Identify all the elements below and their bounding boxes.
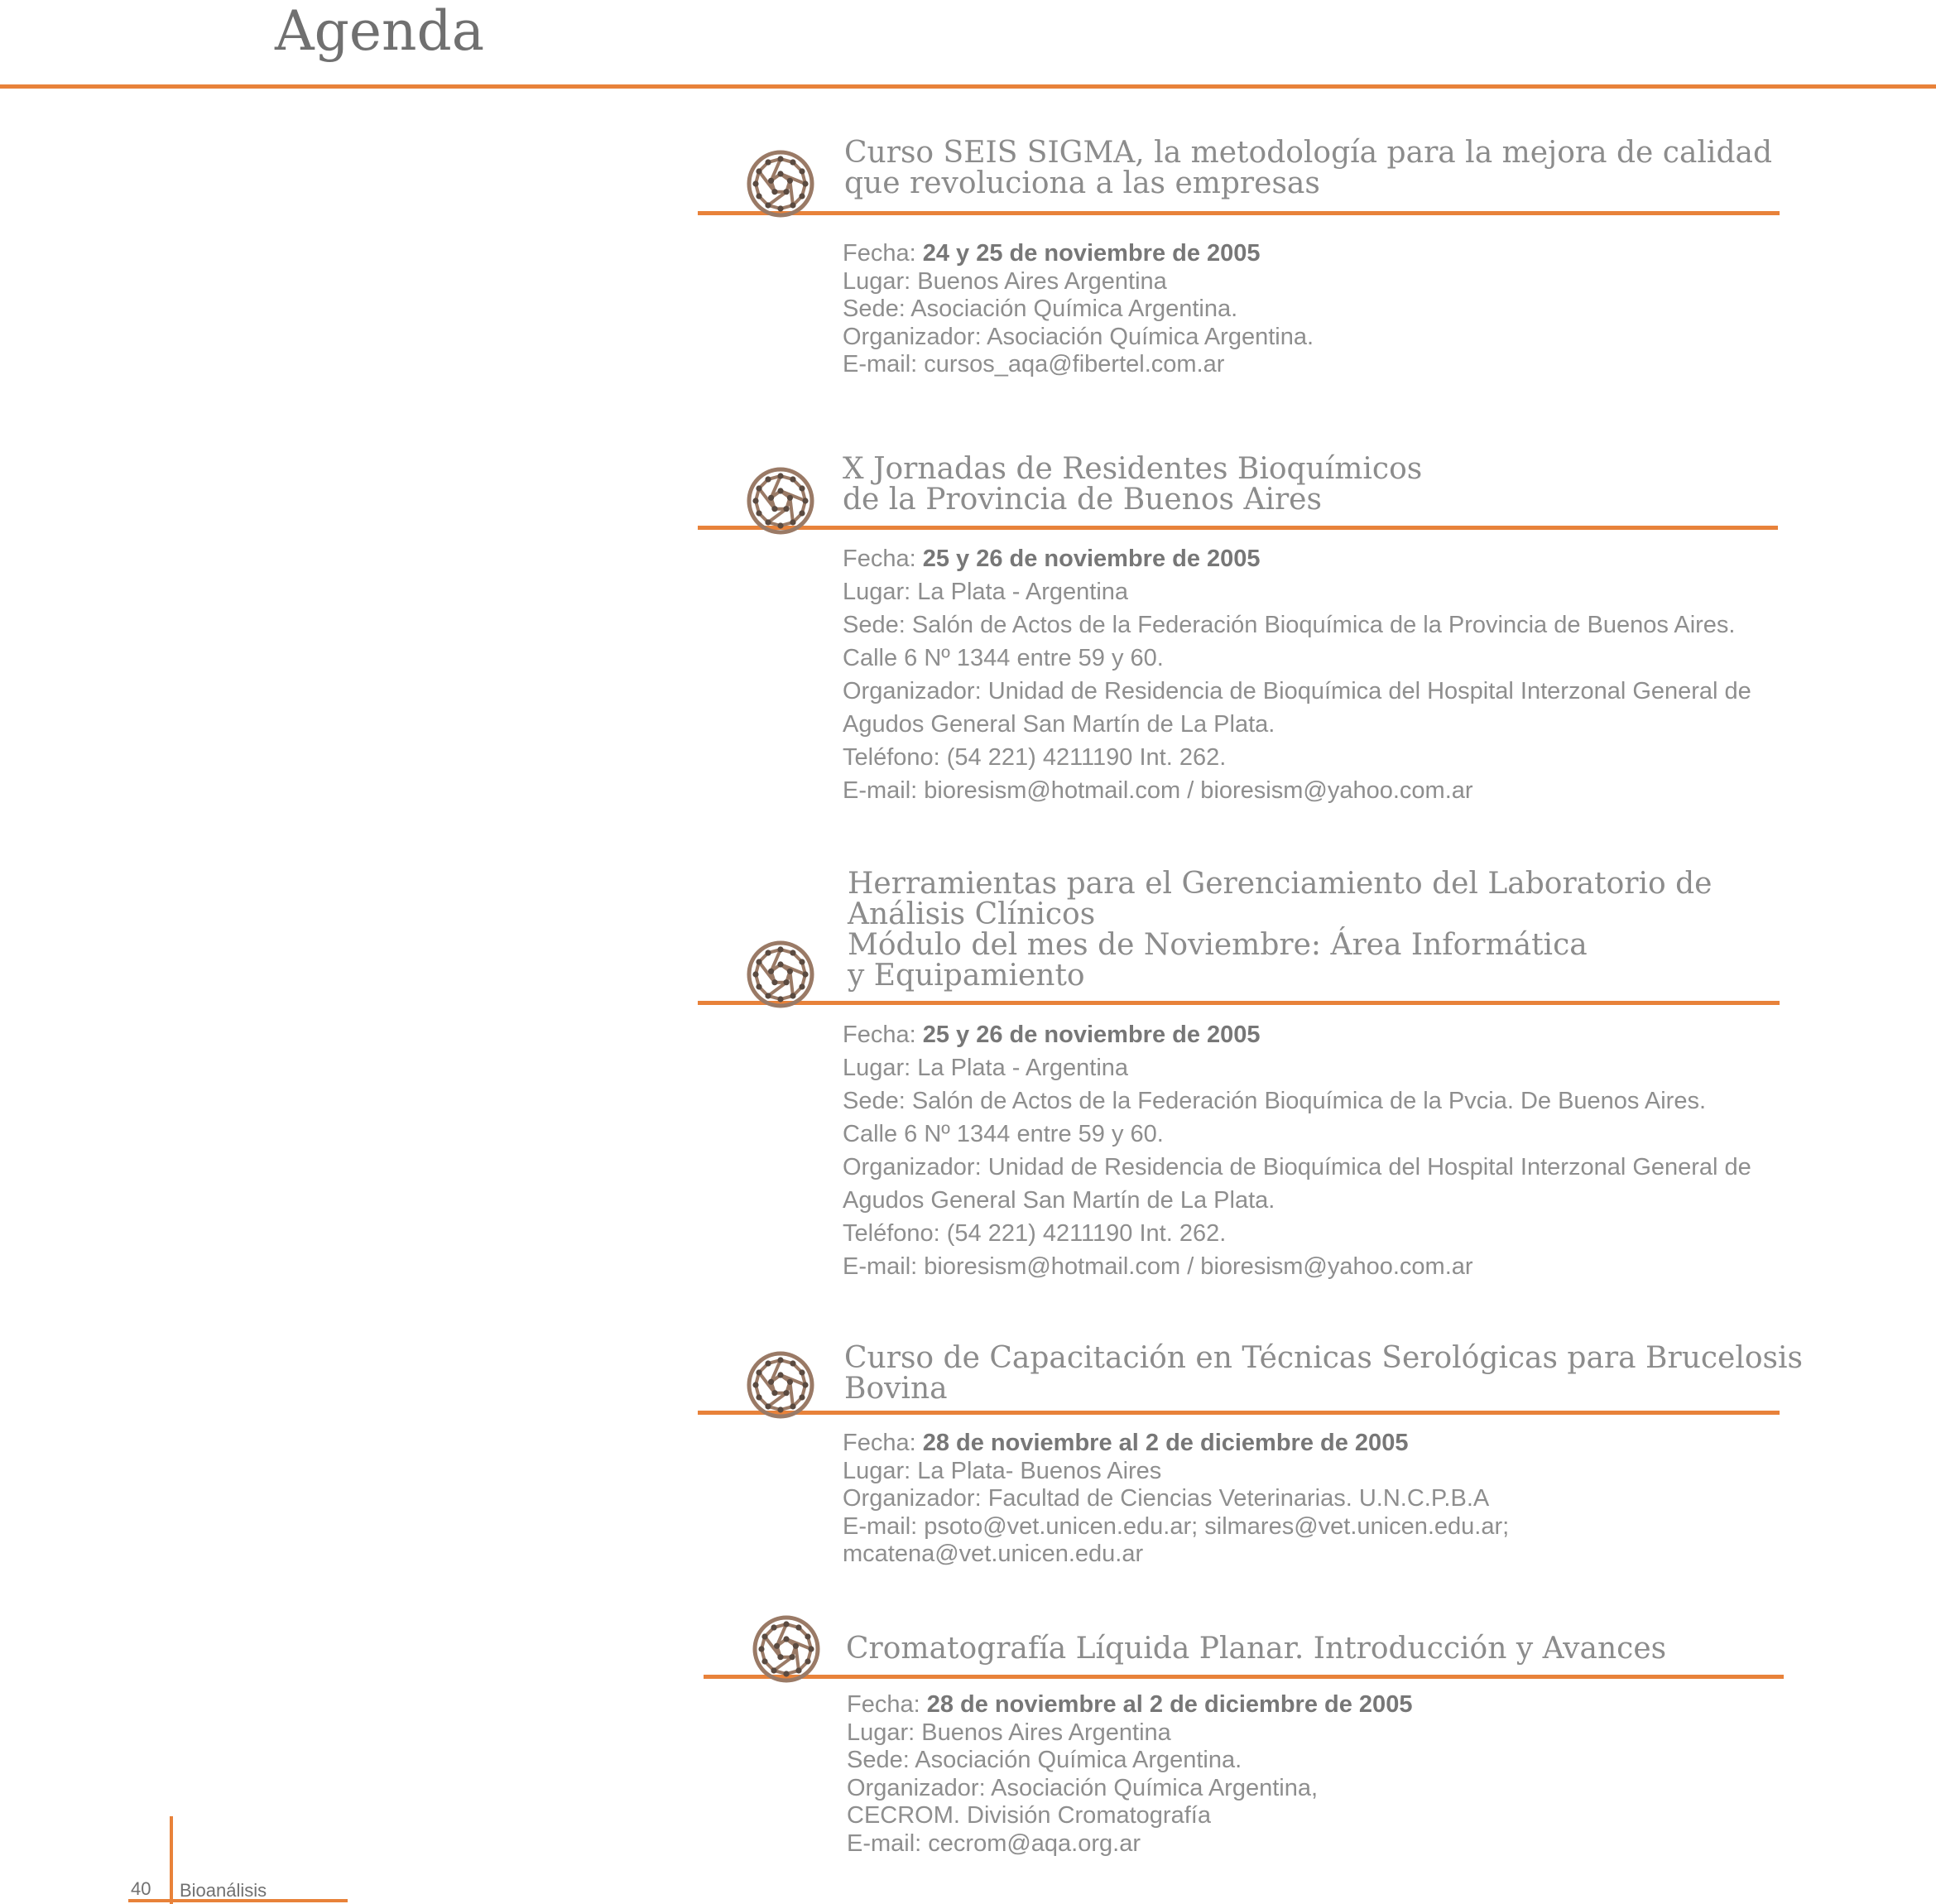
event-title xyxy=(848,868,1712,991)
event-detail-line xyxy=(843,1084,1751,1118)
event-title xyxy=(844,1343,1803,1404)
event-title-line: Curso de Capacitación en Técnicas Serológicas para Brucelosis xyxy=(844,1341,1804,1375)
fullerene-molecule-icon xyxy=(749,1612,824,1690)
event-detail-value: Organizador: Facultad de Ciencias Veterinarias. U.N.C.P.B.A xyxy=(843,1485,1490,1512)
event-detail-value: 25 y 26 de noviembre de 2005 xyxy=(922,1022,1261,1048)
event-detail-line xyxy=(843,741,1751,774)
event-detail-value: Lugar: Buenos Aires Argentina xyxy=(847,1719,1171,1746)
event-detail-line xyxy=(843,1513,1509,1541)
event-detail-line xyxy=(843,1458,1509,1486)
event-detail-line xyxy=(843,774,1751,807)
event-title-line: Análisis Clínicos xyxy=(848,897,1096,931)
event-detail-value: Lugar: Buenos Aires Argentina xyxy=(843,267,1167,295)
event-detail-value: Teléfono: (54 221) 4211190 Int. 262. xyxy=(843,744,1227,771)
event-detail-line xyxy=(847,1775,1412,1803)
event-detail-value: Organizador: Unidad de Residencia de Bioquímica del Hospital Interzonal General de xyxy=(843,1154,1751,1180)
event-title-line: de la Provincia de Buenos Aires xyxy=(843,483,1322,517)
event-detail-value: Calle 6 Nº 1344 entre 59 y 60. xyxy=(843,1121,1164,1147)
event-detail-line xyxy=(843,608,1751,642)
event-detail-value: E-mail: bioresism@hotmail.com / bioresism@yahoo.com.ar xyxy=(843,1253,1473,1280)
event-detail-line xyxy=(843,642,1751,675)
event-detail-line xyxy=(843,542,1751,575)
event-detail-value: 28 de noviembre al 2 de diciembre de 2005 xyxy=(922,1430,1409,1456)
event-title-line: Herramientas para el Gerenciamiento del Laboratorio de xyxy=(848,867,1713,901)
event-title xyxy=(843,454,1422,515)
event-detail-line xyxy=(843,240,1314,268)
event-detail-value: Calle 6 Nº 1344 entre 59 y 60. xyxy=(843,645,1164,671)
event-detail-value: Lugar: La Plata - Argentina xyxy=(843,1055,1129,1081)
event-details xyxy=(843,240,1314,379)
fullerene-molecule-icon xyxy=(743,937,818,1016)
event-detail-line xyxy=(843,351,1314,379)
event-detail-value: Teléfono: (54 221) 4211190 Int. 262. xyxy=(843,1220,1227,1247)
event-detail-line xyxy=(847,1830,1412,1858)
event-detail-value: Sede: Salón de Actos de la Federación Bioquímica de la Pvcia. De Buenos Aires. xyxy=(843,1088,1707,1114)
event-divider xyxy=(704,1675,1784,1679)
event-title xyxy=(846,1633,1666,1664)
event-detail-line xyxy=(843,1051,1751,1084)
event-detail-line xyxy=(843,1485,1509,1513)
event-detail-line xyxy=(843,1151,1751,1184)
event-detail-line xyxy=(847,1691,1412,1719)
event-detail-value: Lugar: La Plata- Buenos Aires xyxy=(843,1457,1162,1484)
event-detail-line xyxy=(847,1719,1412,1748)
event-detail-value: E-mail: psoto@vet.unicen.edu.ar; silmares@vet.unicen.edu.ar; xyxy=(843,1512,1510,1540)
event-details xyxy=(843,1430,1509,1569)
event-detail-line xyxy=(847,1802,1412,1830)
event-detail-value: Agudos General San Martín de La Plata. xyxy=(843,1187,1275,1214)
event-detail-value: Sede: Asociación Química Argentina. xyxy=(847,1747,1242,1773)
event-detail-value: Organizador: Asociación Química Argentina, xyxy=(847,1774,1319,1801)
event-title-line: X Jornadas de Residentes Bioquímicos xyxy=(843,452,1423,486)
event-detail-value: Organizador: Asociación Química Argentina. xyxy=(843,323,1314,350)
event-detail-line xyxy=(843,675,1751,708)
event-details xyxy=(847,1691,1412,1858)
footer-vertical-rule xyxy=(170,1816,173,1904)
event-detail-value: Lugar: La Plata - Argentina xyxy=(843,579,1129,605)
event-title-line: Módulo del mes de Noviembre: Área Informática xyxy=(848,928,1588,962)
event-detail-value: Sede: Asociación Química Argentina. xyxy=(843,296,1238,322)
event-detail-line xyxy=(843,708,1751,741)
fullerene-molecule-icon xyxy=(743,1348,818,1426)
event-title-line: Curso SEIS SIGMA, la metodología para la mejora de calidad xyxy=(844,136,1772,170)
event-detail-value: 25 y 26 de noviembre de 2005 xyxy=(922,546,1261,572)
event-detail-line xyxy=(843,1541,1509,1569)
journal-name: Bioanálisis xyxy=(180,1880,267,1901)
event-detail-line xyxy=(843,1118,1751,1151)
event-detail-value: 24 y 25 de noviembre de 2005 xyxy=(922,240,1261,267)
event-divider xyxy=(698,526,1778,530)
event-detail-line xyxy=(843,268,1314,296)
fullerene-molecule-icon xyxy=(743,147,818,225)
event-divider xyxy=(698,1411,1780,1415)
event-detail-value: E-mail: bioresism@hotmail.com / bioresism@yahoo.com.ar xyxy=(843,777,1473,804)
event-detail-value: Sede: Salón de Actos de la Federación Bioquímica de la Provincia de Buenos Aires. xyxy=(843,612,1736,638)
event-detail-line xyxy=(843,324,1314,352)
event-divider xyxy=(698,211,1780,215)
event-detail-line xyxy=(843,1184,1751,1217)
event-title-line: Bovina xyxy=(844,1372,948,1406)
event-title-line: Cromatografía Líquida Planar. Introducción y Avances xyxy=(846,1632,1667,1666)
event-detail-line xyxy=(847,1747,1412,1775)
event-detail-line xyxy=(843,1430,1509,1458)
event-title xyxy=(844,137,1772,199)
event-detail-label: Fecha: xyxy=(843,546,923,572)
page-title: Agenda xyxy=(275,0,485,63)
event-divider xyxy=(698,1001,1780,1005)
event-details xyxy=(843,542,1751,807)
event-detail-value: Agudos General San Martín de La Plata. xyxy=(843,711,1275,738)
event-detail-line xyxy=(843,575,1751,608)
event-detail-value: mcatena@vet.unicen.edu.ar xyxy=(843,1541,1144,1567)
event-detail-line xyxy=(843,296,1314,324)
event-detail-label: Fecha: xyxy=(847,1691,927,1718)
event-detail-line xyxy=(843,1018,1751,1051)
event-detail-label: Fecha: xyxy=(843,1022,923,1048)
header-divider xyxy=(0,84,1936,89)
event-detail-value: Organizador: Unidad de Residencia de Bioquímica del Hospital Interzonal General de xyxy=(843,678,1751,704)
event-title-line: que revoluciona a las empresas xyxy=(844,166,1320,200)
event-detail-label: Fecha: xyxy=(843,1430,923,1456)
event-details xyxy=(843,1018,1751,1283)
page-number: 40 xyxy=(131,1878,151,1899)
event-detail-value: E-mail: cecrom@aqa.org.ar xyxy=(847,1829,1141,1857)
event-detail-label: Fecha: xyxy=(843,240,923,267)
event-detail-line xyxy=(843,1250,1751,1283)
event-detail-value: CECROM. División Cromatografía xyxy=(847,1802,1211,1829)
event-detail-line xyxy=(843,1217,1751,1250)
event-detail-value: E-mail: cursos_aqa@fibertel.com.ar xyxy=(843,351,1225,377)
event-detail-value: 28 de noviembre al 2 de diciembre de 2005 xyxy=(926,1691,1413,1718)
event-title-line: y Equipamiento xyxy=(848,959,1085,993)
fullerene-molecule-icon xyxy=(743,464,818,542)
